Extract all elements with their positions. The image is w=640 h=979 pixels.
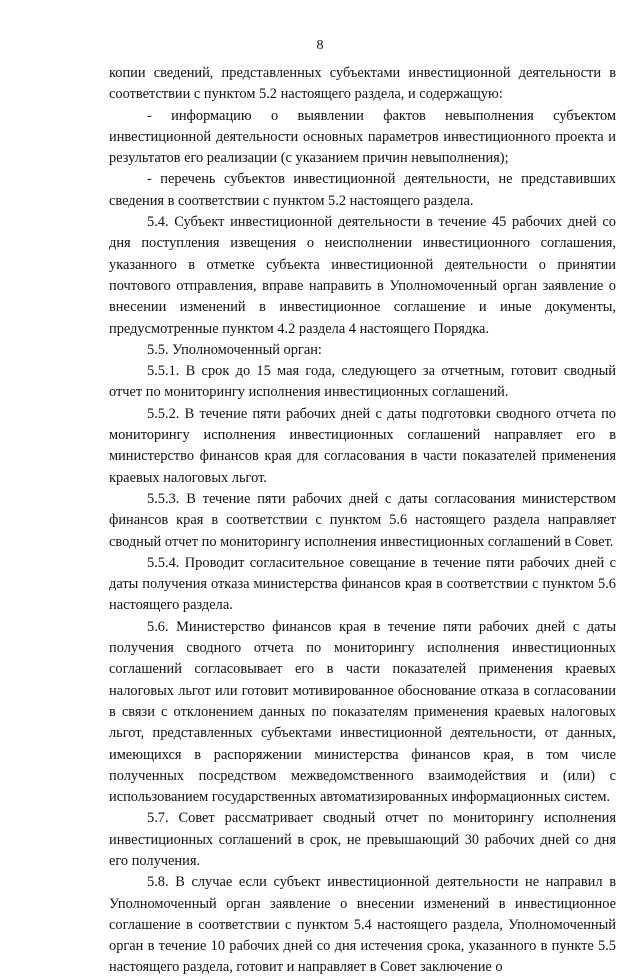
paragraph: 5.5.2. В течение пяти рабочих дней с даты подготовки сводного отчета по мониторингу исполнения инвестиционных соглашений направляет его в министерство финансов края для согласования в части показателей применения краевых налоговых льгот. <box>109 405 616 486</box>
paragraph: - информацию о выявлении фактов невыполнения субъектом инвестиционной деятельности основных параметров инвестиционного проекта и результатов его реализации (с указанием причин невыполнения); <box>109 107 616 167</box>
paragraph: копии сведений, представленных субъектами инвестиционной деятельности в соответствии с пунктом 5.2 настоящего раздела, и содержащую: <box>109 65 616 103</box>
paragraph: 5.5.3. В течение пяти рабочих дней с даты согласования министерством финансов края в соответствии с пунктом 5.6 настоящего раздела направляет сводный отчет по мониторингу исполнения инвестиционных соглашений в Совет. <box>109 490 616 550</box>
document-body <box>109 63 616 979</box>
paragraph: 5.6. Министерство финансов края в течение пяти рабочих дней с даты получения сводного отчета по мониторингу исполнения инвестиционных соглашений согласовывает его в части показателей применения краевых налоговых льгот или готовит мотивированное обоснование отказа в согласовании в связи с отклонением данных по показателям применения краевых налоговых льгот, представленных субъектами инвестиционной деятельности, от данных, имеющихся в распоряжении министерства финансов края, в том числе полученных посредством межведомственного взаимодействия и (или) с использованием государственных автоматизированных информационных систем. <box>109 618 616 806</box>
paragraph: - перечень субъектов инвестиционной деятельности, не представивших сведения в соответствии с пунктом 5.2 настоящего раздела. <box>109 171 616 209</box>
paragraph: 5.8. В случае если субъект инвестиционной деятельности не направил в Уполномоченный орган заявление о внесении изменений в инвестиционное соглашение в соответствии с пунктом 5.4 настоящего раздела, Уполномоченный орган в течение 10 рабочих дней со дня истечения срока, указанного в пункте 5.5 настоящего раздела, готовит и направляет в Совет заключение о <box>109 874 616 976</box>
paragraph: 5.4. Субъект инвестиционной деятельности в течение 45 рабочих дней со дня поступления извещения о неисполнении инвестиционного соглашения, указанного в отметке субъекта инвестиционной деятельности о принятии почтового отправления, вправе направить в Уполномоченный орган заявление о внесении изменений в инвестиционное соглашение и иные документы, предусмотренные пунктом 4.2 раздела 4 настоящего Порядка. <box>109 214 616 337</box>
paragraph: 5.5.4. Проводит согласительное совещание в течение пяти рабочих дней с даты получения отказа министерства финансов края в соответствии с пунктом 5.6 настоящего раздела. <box>109 554 616 614</box>
paragraph: 5.5. Уполномоченный орган: <box>147 341 322 358</box>
page-number: 8 <box>316 38 324 53</box>
paragraph: 5.7. Совет рассматривает сводный отчет по мониторингу исполнения инвестиционных соглашений в срок, не превышающий 30 рабочих дней со дня его получения. <box>109 810 616 869</box>
paragraph: 5.5.1. В срок до 15 мая года, следующего за отчетным, готовит сводный отчет по мониторингу исполнения инвестиционных соглашений. <box>109 363 616 401</box>
